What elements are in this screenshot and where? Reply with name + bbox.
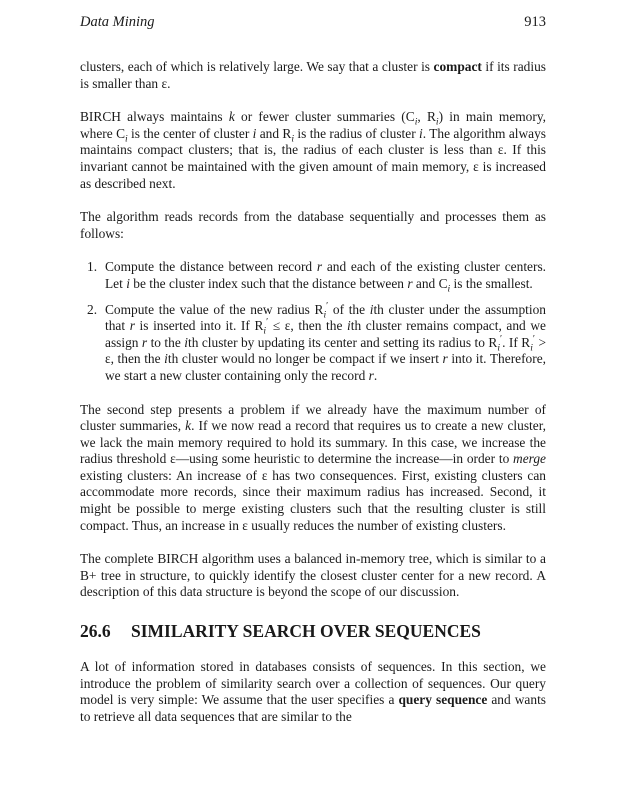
text-run: is the center of cluster [127,125,253,141]
text-run: . [373,367,378,383]
math-subscript: i [414,116,418,128]
text-run: clusters, each of which is relatively large. We say that a cluster is [80,59,434,74]
paragraph-sequences-intro [80,659,546,725]
math-subscript: i [435,116,439,128]
math-prime: ′ [266,316,269,328]
math-var: r [316,259,323,275]
text-run: is the radius of cluster [294,125,420,141]
text-run: to the [147,334,185,350]
math-var: r [368,367,374,383]
math-var: r [141,334,148,350]
math-var: i [164,351,168,367]
text-run: into it. Therefore, we start a new cluster containing only the record [105,351,547,383]
running-title: Data Mining [80,14,155,30]
text-run: existing clusters: An increase of ε has two consequences. First, existing clusters can accommodate more records, since their maximum radius has increased. Second, it might be possible to merge existing clusters such that the resulting cluster is still compact. Thus, an increase in ε usually reduces the number of existing clusters. [80,467,546,533]
section-number: 26.6 [80,621,111,642]
list-item [80,259,547,295]
text-run: ) in main memory, where C [80,109,547,141]
page-body [80,59,546,725]
text-run: > ε, then the [105,334,546,367]
term-query-sequence: query sequence [398,692,488,708]
math-var: k [185,418,192,434]
list-number: 2. [87,301,98,317]
list-number: 1. [87,259,98,275]
paragraph-second-step-problem [80,402,546,535]
paragraph-birch-summaries [80,109,546,192]
text-run: if its radius is smaller than ε. [80,59,546,91]
text-run: th cluster under the assumption that [105,301,546,334]
text-run: ≤ ε, then the [268,318,348,334]
algorithm-steps-list [80,259,546,384]
paragraph-algorithm-intro: The algorithm reads records from the database sequentially and processes them as follows: [80,209,546,241]
math-var: i [419,125,423,141]
paragraph-birch-tree: The complete BIRCH algorithm uses a balanced in-memory tree, which is similar to a B+ tree in structure, to quickly identify the closest cluster center for a new record. A description of this data structure is beyond the scope of our discussion. [80,551,546,600]
math-var: r [407,275,413,291]
text-run: or fewer cluster summaries (C [234,109,415,125]
text-run: of the [328,301,370,317]
math-subscript: i [323,309,327,321]
text-run: BIRCH always maintains [80,109,229,125]
math-var: i [184,334,188,350]
text-run: A lot of information stored in databases consists of sequences. In this section, we introduce the problem of similarity search over a collection of sequences. Our query model is very simple: We assume that the user specifies a [80,659,546,708]
text-run: Compute the distance between record [105,259,317,275]
math-var: r [442,351,448,367]
text-run: . If we now read a record that requires us to create a new cluster, we lack the main memory required to hold its summary. In this case, we increase the radius threshold ε—using some heuristic to determine the increase—in order to [80,418,546,467]
text-run: is the smallest. [450,275,533,291]
math-var: i [252,125,257,141]
math-subscript: i [530,342,533,354]
text-run: th cluster remains compact, and we assign [105,318,546,350]
math-var: r [129,318,135,334]
text-run: be the cluster index such that the distance between [129,275,408,291]
math-var: i [369,301,374,317]
text-run: and wants to retrieve all data sequences that are similar to the [80,692,546,724]
math-subscript: i [125,133,128,145]
list-item [80,302,546,385]
emphasis-merge: merge [513,451,546,467]
math-var: i [347,318,351,334]
section-title: SIMILARITY SEARCH OVER SEQUENCES [131,621,481,642]
text-run: is inserted into it. If R [134,318,264,334]
text-run: The second step presents a problem if we already have the maximum number of cluster summaries, [80,401,546,434]
text-run: th cluster by updating its center and setting its radius to R [187,334,498,350]
math-var: i [126,275,130,291]
math-subscript: i [263,325,267,337]
page-header [80,14,546,34]
text-run: and each of the existing cluster centers. Let [105,259,547,291]
math-prime: ′ [500,333,503,345]
text-run: . The algorithm always maintains compact clusters; that is, the radius of each cluster is less than ε. If this invariant cannot be maintained with the given amount of main memory, ε is increased as described next. [80,125,547,191]
text-run: and R [256,125,292,141]
math-prime: ′ [532,333,535,345]
text-run: and C [412,275,448,291]
section-heading [80,620,546,642]
text-run: Compute the value of the new radius R [105,301,324,317]
math-subscript: i [497,342,500,354]
page-number: 913 [524,14,546,30]
text-run: . If R [502,334,531,350]
term-compact: compact [433,59,482,74]
math-var: k [228,109,235,125]
paragraph-compact-definition [80,59,546,92]
math-prime: ′ [326,300,329,312]
math-subscript: i [447,283,451,295]
text-run: th cluster would no longer be compact if we insert [167,351,443,367]
math-subscript: i [291,133,295,145]
text-run: , R [417,109,436,125]
